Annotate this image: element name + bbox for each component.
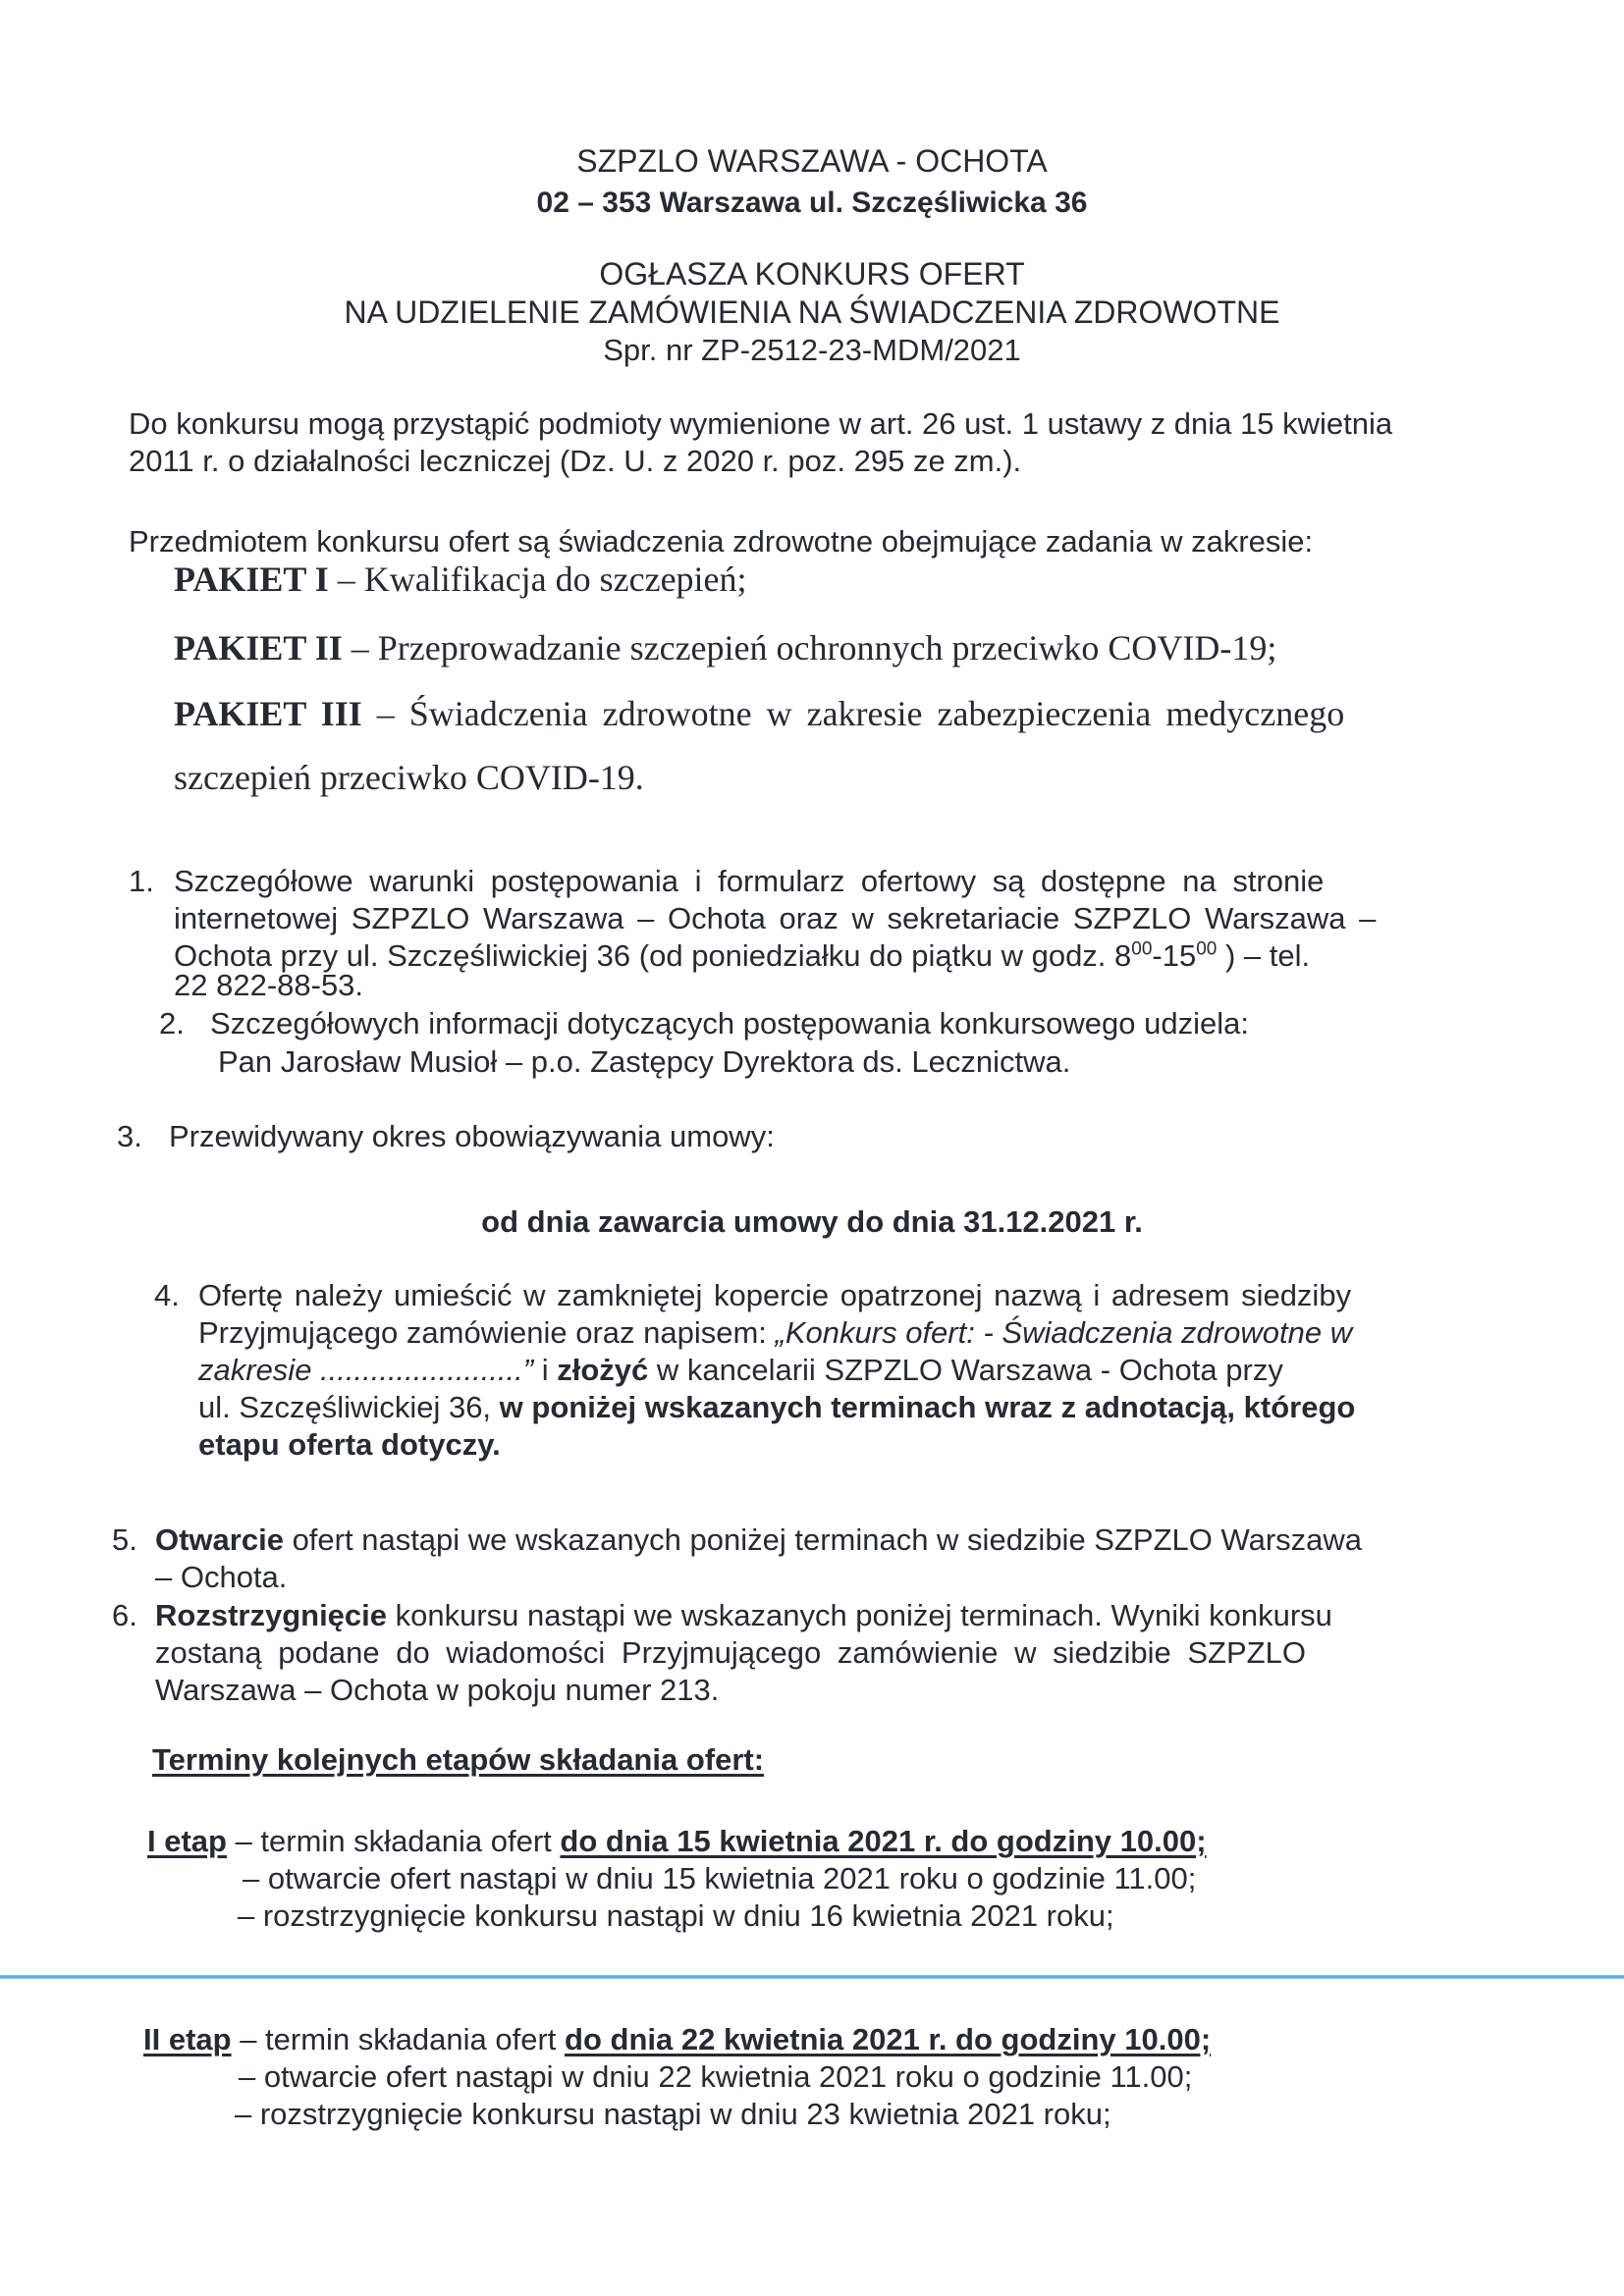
stage-2-resolution: – rozstrzygnięcie konkursu nastąpi w dniu 23 kwietnia 2021 roku;: [235, 2097, 1111, 2131]
item-1-line-3-end: ) – tel.: [1217, 938, 1311, 973]
subject-lead: Przedmiotem konkursu ofert są świadczenia zdrowotne obejmujące zadania w zakresie:: [129, 524, 1314, 559]
item-2-line-2: Pan Jarosław Musioł – p.o. Zastępcy Dyrektora ds. Lecznictwa.: [218, 1044, 1071, 1079]
item-6-line-3: Warszawa – Ochota w pokoju numer 213.: [155, 1673, 720, 1707]
package-2-label: PAKIET II: [174, 628, 343, 667]
separator-line: [0, 1975, 1624, 1979]
resolution-word: Rozstrzygnięcie: [155, 1598, 388, 1632]
package-3: [174, 694, 1344, 733]
item-6-line-1: [155, 1598, 1332, 1633]
stage-2-deadline: do dnia 22 kwietnia 2021 r. do godziny 10.00;: [565, 2022, 1212, 2056]
item-4-line-5: etapu oferta dotyczy.: [198, 1427, 501, 1462]
item-5-line-2: – Ochota.: [155, 1560, 288, 1594]
item-1-line-3-text: Ochota przy ul. Szczęśliwickiej 36 (od poniedziałku do piątku w godz. 8: [174, 938, 1132, 973]
package-1: [174, 560, 747, 599]
package-1-label: PAKIET I: [174, 560, 329, 599]
item-4-line-2: [198, 1315, 1352, 1351]
package-2-text: – Przeprowadzanie szczepień ochronnych przeciwko COVID-19;: [342, 628, 1277, 667]
stage-1-line: [147, 1824, 1207, 1859]
item-2-line-1: Szczegółowych informacji dotyczących postępowania konkursowego udziela:: [210, 1006, 1249, 1041]
item-6-line-1-text: konkursu nastąpi we wskazanych poniżej terminach. Wyniki konkursu: [387, 1598, 1332, 1632]
submit-word: złożyć: [557, 1353, 649, 1387]
intro-line-1: Do konkursu mogą przystąpić podmioty wymienione w art. 26 ust. 1 ustawy z dnia 15 kwietnia: [129, 406, 1393, 441]
org-address: 02 – 353 Warszawa ul. Szczęśliwicka 36: [536, 187, 1088, 219]
stage-2-label: II etap: [143, 2022, 232, 2056]
item-4-line-4: [198, 1390, 1355, 1425]
item-5-line-1-text: ofert nastąpi we wskazanych poniżej terminach w siedzibie SZPZLO Warszawa: [283, 1522, 1363, 1557]
item-1-line-2: internetowej SZPZLO Warszawa – Ochota oraz w sekretariacie SZPZLO Warszawa –: [174, 901, 1377, 935]
item-6-number: 6.: [112, 1598, 137, 1632]
item-4-line-3: [198, 1353, 1283, 1388]
item-3-line-1: Przewidywany okres obowiązywania umowy:: [169, 1119, 775, 1153]
contract-period: od dnia zawarcia umowy do dnia 31.12.2021 r.: [481, 1204, 1143, 1239]
item-4-number: 4.: [154, 1278, 180, 1312]
stage-2-text: – termin składania ofert: [231, 2022, 566, 2056]
item-4-line-4-bold: w poniżej wskazanych terminach wraz z adnotacją, którego: [499, 1390, 1356, 1424]
item-3-number: 3.: [117, 1119, 142, 1153]
stage-1-deadline: do dnia 15 kwietnia 2021 r. do godziny 10.00;: [560, 1824, 1207, 1858]
announcement-line-1: OGŁASZA KONKURS OFERT: [599, 256, 1025, 292]
item-4-line-3-text: w kancelarii SZPZLO Warszawa - Ochota przy: [648, 1353, 1283, 1387]
stage-2-line: [143, 2022, 1211, 2057]
stage-1-opening: – otwarcie ofert nastąpi w dniu 15 kwietnia 2021 roku o godzinie 11.00;: [243, 1861, 1197, 1896]
package-1-text: – Kwalifikacja do szczepień;: [328, 560, 747, 599]
package-2: [174, 628, 1276, 667]
intro-line-2: 2011 r. o działalności leczniczej (Dz. U. z 2020 r. poz. 295 ze zm.).: [129, 444, 1022, 478]
item-5-number: 5.: [112, 1522, 137, 1557]
terms-heading: Terminy kolejnych etapów składania ofert:: [152, 1742, 765, 1777]
item-1-phone: 22 822-88-53.: [174, 968, 364, 1002]
item-4-line-4-text: ul. Szczęśliwickiej 36,: [198, 1390, 500, 1424]
package-3-text: – Świadczenia zdrowotne w zakresie zabezpieczenia medycznego: [361, 694, 1345, 733]
stage-1-text: – termin składania ofert: [226, 1824, 561, 1858]
hours-start-superscript: 00: [1131, 938, 1153, 960]
opening-word: Otwarcie: [155, 1522, 284, 1557]
item-4-line-1: Ofertę należy umieścić w zamkniętej kopercie opatrzonej nazwą i adresem siedziby: [198, 1278, 1352, 1312]
stage-2-opening: – otwarcie ofert nastąpi w dniu 22 kwietnia 2021 roku o godzinie 11.00;: [239, 2059, 1193, 2094]
stage-1-resolution: – rozstrzygnięcie konkursu nastąpi w dniu 16 kwietnia 2021 roku;: [238, 1898, 1114, 1933]
item-1-line-1: Szczegółowe warunki postępowania i formularz ofertowy są dostępne na stronie: [174, 864, 1325, 898]
item-4-line-3-and: i: [533, 1353, 558, 1387]
item-2-number: 2.: [159, 1006, 185, 1041]
item-5-line-1: [155, 1522, 1362, 1558]
hours-separator: -15: [1152, 938, 1197, 973]
item-4-line-2-text: Przyjmującego zamówienie oraz napisem:: [198, 1315, 776, 1350]
announcement-line-2: NA UDZIELENIE ZAMÓWIENIA NA ŚWIADCZENIA ZDROWOTNE: [344, 294, 1280, 330]
envelope-inscription-end: zakresie ........................”: [198, 1353, 534, 1387]
envelope-inscription: „Konkurs ofert: - Świadczenia zdrowotne w: [775, 1315, 1353, 1350]
reference-number: Spr. nr ZP-2512-23-MDM/2021: [603, 333, 1021, 367]
item-1-number: 1.: [129, 864, 154, 898]
org-name: SZPZLO WARSZAWA - OCHOTA: [576, 143, 1048, 179]
package-3-continuation: szczepień przeciwko COVID-19.: [174, 758, 644, 797]
package-3-label: PAKIET III: [174, 694, 362, 733]
stage-1-label: I etap: [147, 1824, 227, 1858]
item-6-line-2: zostaną podane do wiadomości Przyjmującego zamówienie w siedzibie SZPZLO: [155, 1635, 1306, 1670]
hours-end-superscript: 00: [1196, 938, 1218, 960]
